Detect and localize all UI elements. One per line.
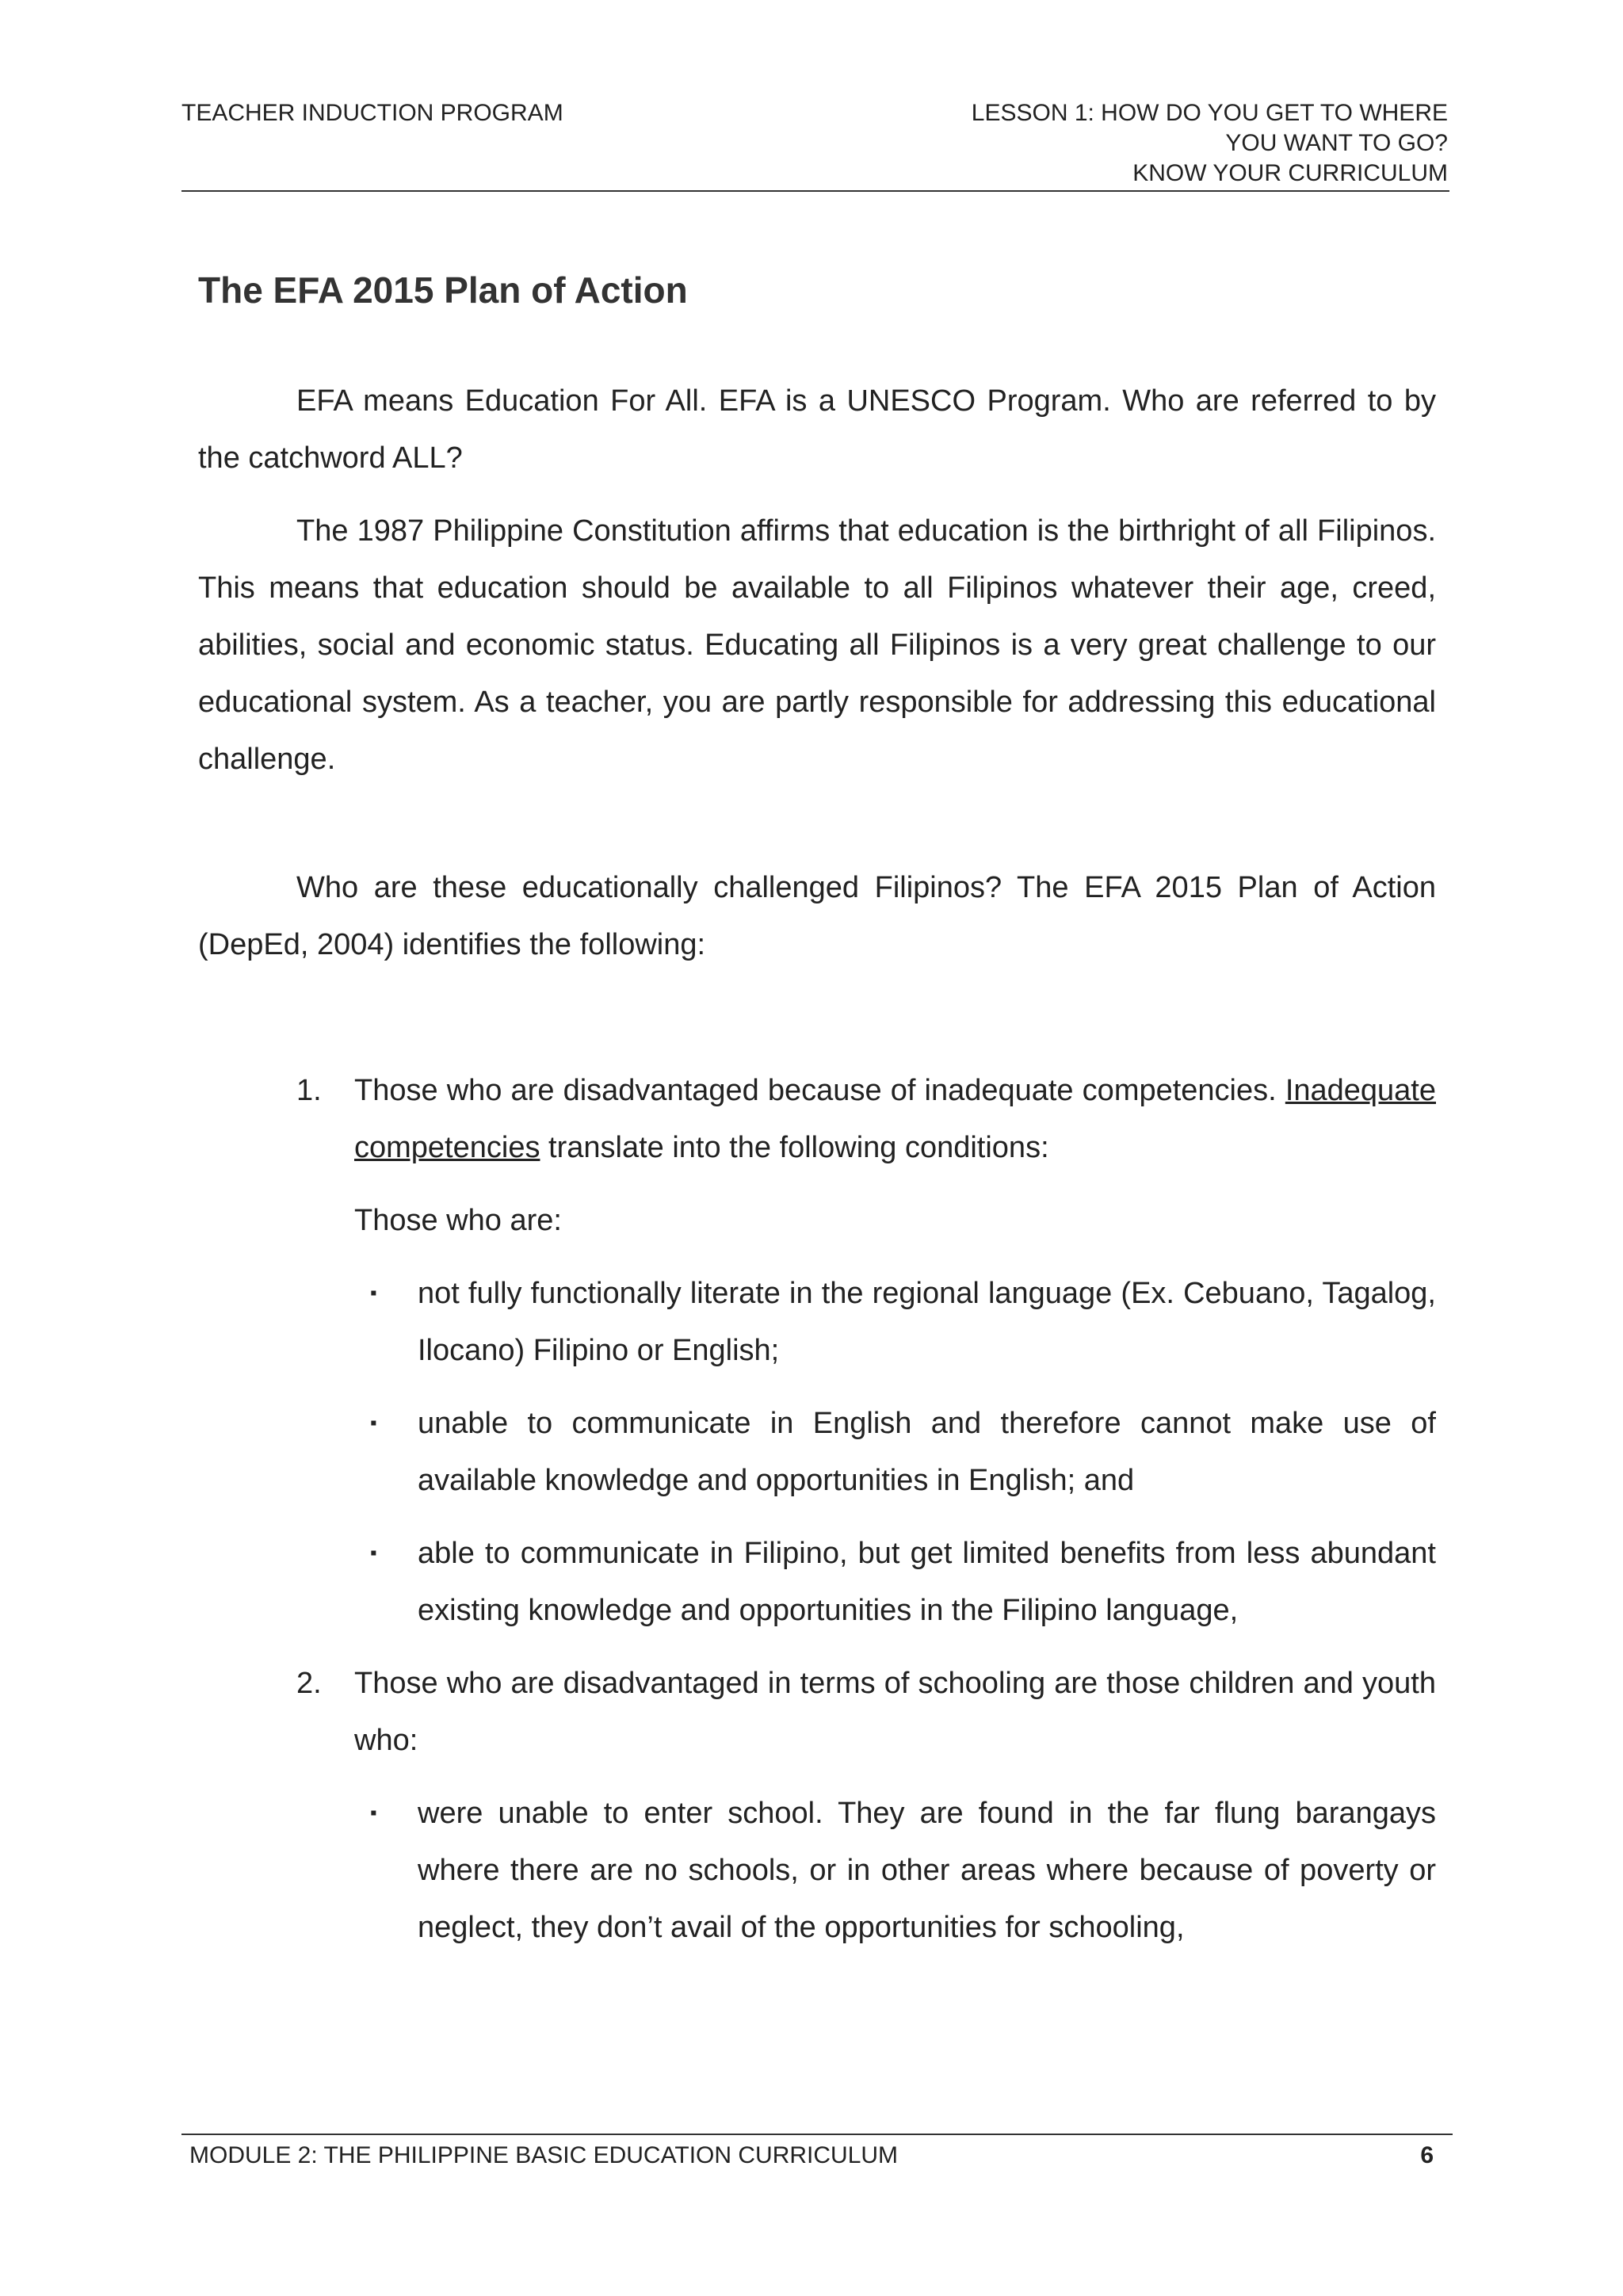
paragraph-text: Who are these educationally challenged Filipinos? The EFA 2015 Plan of Action (DepEd, 2004) identifies the following: <box>198 871 1436 961</box>
square-bullet-icon: ▪ <box>370 1542 377 1564</box>
underlined-term: Inadequate competencies <box>354 1074 1436 1164</box>
list-sub-intro: Those who are: <box>354 1204 562 1237</box>
header-lesson-line-3: KNOW YOUR CURRICULUM <box>1132 160 1448 186</box>
paragraph-text: The 1987 Philippine Constitution affirms that education is the birthright of all Filipinos. This means that education should be available to all Filipinos whatever their age, creed, abilities, social and economic status. Educating all Filipinos is a very great challenge to our educational system. As a teacher, you are partly responsible for addressing this educational challenge. <box>198 514 1436 776</box>
page-number: 6 <box>1420 2142 1434 2168</box>
list-item-text-end: translate into the following conditions: <box>540 1131 1049 1164</box>
paragraph-efa-definition <box>198 372 1436 487</box>
bullet-item <box>354 1525 1436 1639</box>
header-program-title: TEACHER INDUCTION PROGRAM <box>181 100 563 126</box>
bullet-item <box>354 1265 1436 1379</box>
header-lesson-line-1: LESSON 1: HOW DO YOU GET TO WHERE <box>971 100 1448 126</box>
list-item-number: 1. <box>296 1074 322 1107</box>
bullet-list <box>354 1265 1436 1639</box>
bullet-item <box>354 1395 1436 1509</box>
section-title: The EFA 2015 Plan of Action <box>198 269 688 311</box>
footer-module-title: MODULE 2: THE PHILIPPINE BASIC EDUCATION CURRICULUM <box>189 2142 899 2168</box>
page-footer <box>181 2134 1453 2168</box>
list-item-2 <box>198 1655 1436 1956</box>
list-item-text-start: Those who are disadvantaged because of inadequate competencies. <box>354 1074 1285 1107</box>
bullet-text: not fully functionally literate in the regional language (Ex. Cebuano, Tagalog, Ilocano) Filipino or English; <box>418 1277 1436 1367</box>
paragraph-challenged-filipinos <box>198 859 1436 973</box>
square-bullet-icon: ▪ <box>370 1412 377 1434</box>
page-header <box>181 98 1449 192</box>
bullet-text: unable to communicate in English and therefore cannot make use of available knowledge and opportunities in English; and <box>418 1407 1436 1497</box>
list-item-number: 2. <box>296 1667 322 1700</box>
list-item-1 <box>198 1062 1436 1639</box>
paragraph-constitution <box>198 502 1436 788</box>
bullet-list <box>354 1785 1436 1956</box>
square-bullet-icon: ▪ <box>370 1282 377 1304</box>
list-item-text <box>354 1062 1436 1176</box>
bullet-item <box>354 1785 1436 1956</box>
list-item-text: Those who are disadvantaged in terms of schooling are those children and youth who: <box>354 1667 1436 1757</box>
bullet-text: able to communicate in Filipino, but get limited benefits from less abundant existing knowledge and opportunities in the Filipino language, <box>418 1537 1436 1627</box>
bullet-text: were unable to enter school. They are found in the far flung barangays where there are no schools, or in other areas where because of poverty or neglect, they don’t avail of the opportunities for schooling, <box>418 1797 1436 1944</box>
square-bullet-icon: ▪ <box>370 1802 377 1824</box>
header-lesson-title <box>972 98 1448 189</box>
header-lesson-line-2: YOU WANT TO GO? <box>1225 130 1448 156</box>
numbered-list <box>198 1062 1436 1972</box>
paragraph-text: EFA means Education For All. EFA is a UNESCO Program. Who are referred to by the catchword ALL? <box>198 384 1436 475</box>
